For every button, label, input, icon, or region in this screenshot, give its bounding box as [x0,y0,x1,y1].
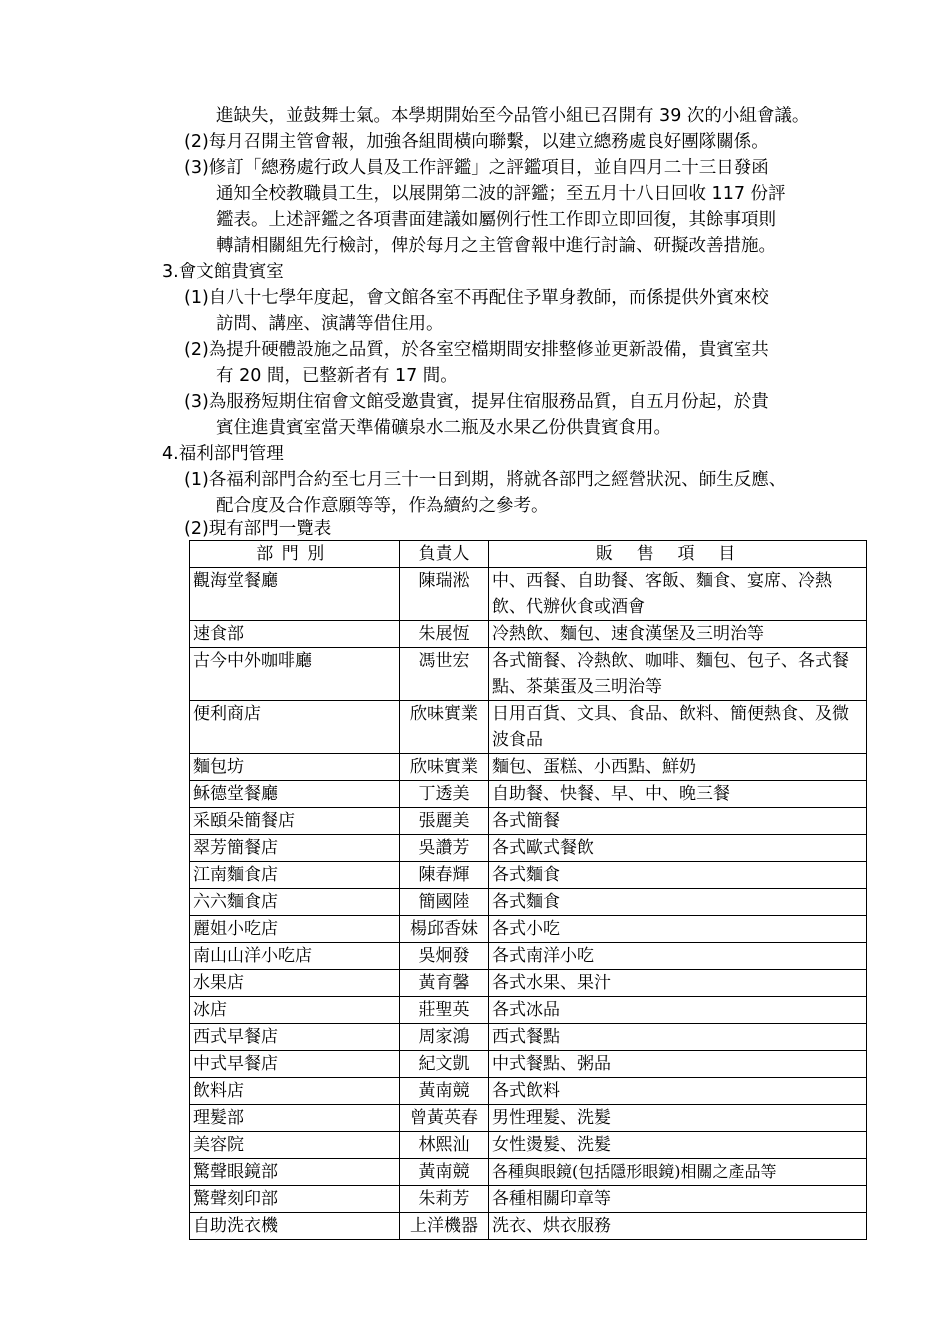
dept-cell: 觀海堂餐廳 [190,568,400,621]
manager-cell: 陳春輝 [400,862,489,889]
items-cell: 各式飲料 [489,1078,867,1105]
header-manager: 負責人 [400,541,489,568]
table-header-row [190,541,867,568]
paragraph-line: (2)每月召開主管會報，加強各組間橫向聯繫，以建立總務處良好團隊關係。 [184,132,769,152]
dept-cell: 美容院 [190,1132,400,1159]
paragraph-line: 進缺失，並鼓舞士氣。本學期開始至今品管小組已召開有 39 次的小組會議。 [216,106,810,126]
table-row [190,781,867,808]
items-cell: 各式冰品 [489,997,867,1024]
manager-cell: 上洋機器 [400,1213,489,1240]
paragraph-line: (2)為提升硬體設施之品質，於各室空檔期間安排整修並更新設備，貴賓室共 [184,340,769,360]
table-row [190,1132,867,1159]
paragraph-line: 賓住進貴賓室當天準備礦泉水二瓶及水果乙份供貴賓食用。 [216,418,671,438]
paragraph-line: (3)為服務短期住宿會文館受邀貴賓，提昇住宿服務品質，自五月份起，於貴 [184,392,769,412]
manager-cell: 朱莉芳 [400,1186,489,1213]
section-heading: 4.福利部門管理 [162,444,284,464]
manager-cell: 黃南競 [400,1159,489,1186]
table-row [190,1159,867,1186]
dept-cell: 古今中外咖啡廳 [190,648,400,701]
table-row [190,648,867,701]
dept-cell: 飲料店 [190,1078,400,1105]
paragraph-line: 通知全校教職員工生，以展開第二波的評鑑；至五月十八日回收 117 份評 [216,184,786,204]
items-cell: 各式麵食 [489,862,867,889]
manager-cell: 楊邱香妹 [400,916,489,943]
dept-cell: 西式早餐店 [190,1024,400,1051]
dept-cell: 理髮部 [190,1105,400,1132]
paragraph-line: 轉請相關組先行檢討，俾於每月之主管會報中進行討論、研擬改善措施。 [216,236,776,256]
section-heading: 3.會文館貴賓室 [162,262,284,282]
manager-cell: 朱展恆 [400,621,489,648]
manager-cell: 欣味實業 [400,754,489,781]
header-department: 部門別 [190,541,400,568]
manager-cell: 黃育馨 [400,970,489,997]
table-row [190,1213,867,1240]
header-items: 販售項目 [489,541,867,568]
items-cell: 各種相關印章等 [489,1186,867,1213]
table-caption: (2)現有部門一覽表 [184,519,332,539]
manager-cell: 黃南競 [400,1078,489,1105]
vendor-table [189,540,867,1240]
table-row [190,701,867,754]
items-cell: 各式南洋小吃 [489,943,867,970]
manager-cell: 周家鴻 [400,1024,489,1051]
items-cell: 各式水果、果汁 [489,970,867,997]
manager-cell: 馮世宏 [400,648,489,701]
dept-cell: 麗姐小吃店 [190,916,400,943]
dept-cell: 翠芳簡餐店 [190,835,400,862]
items-cell: 各式簡餐 [489,808,867,835]
table-row [190,568,867,621]
manager-cell: 張麗美 [400,808,489,835]
paragraph-line: 配合度及合作意願等等，作為續約之參考。 [216,496,549,516]
items-cell: 女性燙髮、洗髮 [489,1132,867,1159]
table-row [190,862,867,889]
manager-cell: 紀文凱 [400,1051,489,1078]
table-row [190,943,867,970]
dept-cell: 速食部 [190,621,400,648]
table-row [190,621,867,648]
dept-cell: 六六麵食店 [190,889,400,916]
items-cell: 洗衣、烘衣服務 [489,1213,867,1240]
items-cell: 各式歐式餐飲 [489,835,867,862]
paragraph-line: 有 20 間，已整新者有 17 間。 [216,366,458,386]
table-row [190,1024,867,1051]
table-row [190,970,867,997]
manager-cell: 簡國陸 [400,889,489,916]
dept-cell: 驚聲刻印部 [190,1186,400,1213]
table-row [190,835,867,862]
manager-cell: 莊聖英 [400,997,489,1024]
dept-cell: 水果店 [190,970,400,997]
dept-cell: 南山山洋小吃店 [190,943,400,970]
dept-cell: 便利商店 [190,701,400,754]
paragraph-line: 鑑表。上述評鑑之各項書面建議如屬例行性工作即立即回復，其餘事項則 [216,210,776,230]
paragraph-line: 訪問、講座、演講等借住用。 [216,314,444,334]
dept-cell: 中式早餐店 [190,1051,400,1078]
manager-cell: 丁透美 [400,781,489,808]
manager-cell: 吳讚芳 [400,835,489,862]
items-cell: 中、西餐、自助餐、客飯、麵食、宴席、冷熱飲、代辦伙食或酒會 [489,568,867,621]
manager-cell: 吳炯發 [400,943,489,970]
items-cell: 各式小吃 [489,916,867,943]
items-cell: 西式餐點 [489,1024,867,1051]
table-row [190,808,867,835]
items-cell: 男性理髮、洗髮 [489,1105,867,1132]
table-row [190,754,867,781]
items-cell: 日用百貨、文具、食品、飲料、簡便熱食、及微波食品 [489,701,867,754]
paragraph-line: (3)修訂「總務處行政人員及工作評鑑」之評鑑項目，並自四月二十三日發函 [184,158,769,178]
table-row [190,889,867,916]
dept-cell: 自助洗衣機 [190,1213,400,1240]
dept-cell: 驚聲眼鏡部 [190,1159,400,1186]
items-cell: 中式餐點、粥品 [489,1051,867,1078]
items-cell: 各種與眼鏡(包括隱形眼鏡)相關之產品等 [489,1159,867,1186]
manager-cell: 曾黃英春 [400,1105,489,1132]
items-cell: 自助餐、快餐、早、中、晚三餐 [489,781,867,808]
items-cell: 冷熱飲、麵包、速食漢堡及三明治等 [489,621,867,648]
paragraph-line: (1)各福利部門合約至七月三十一日到期，將就各部門之經營狀況、師生反應、 [184,470,787,490]
items-cell: 各式麵食 [489,889,867,916]
table-row [190,1051,867,1078]
dept-cell: 江南麵食店 [190,862,400,889]
items-cell: 各式簡餐、冷熱飲、咖啡、麵包、包子、各式餐點、茶葉蛋及三明治等 [489,648,867,701]
dept-cell: 麵包坊 [190,754,400,781]
manager-cell: 陳瑞淞 [400,568,489,621]
table-row [190,1105,867,1132]
table-row [190,916,867,943]
manager-cell: 欣味實業 [400,701,489,754]
items-cell: 麵包、蛋糕、小西點、鮮奶 [489,754,867,781]
dept-cell: 稣德堂餐廳 [190,781,400,808]
manager-cell: 林熙汕 [400,1132,489,1159]
table-row [190,997,867,1024]
table-row [190,1186,867,1213]
dept-cell: 冰店 [190,997,400,1024]
paragraph-line: (1)自八十七學年度起，會文館各室不再配住予單身教師，而係提供外賓來校 [184,288,769,308]
dept-cell: 采頤朵簡餐店 [190,808,400,835]
table-row [190,1078,867,1105]
